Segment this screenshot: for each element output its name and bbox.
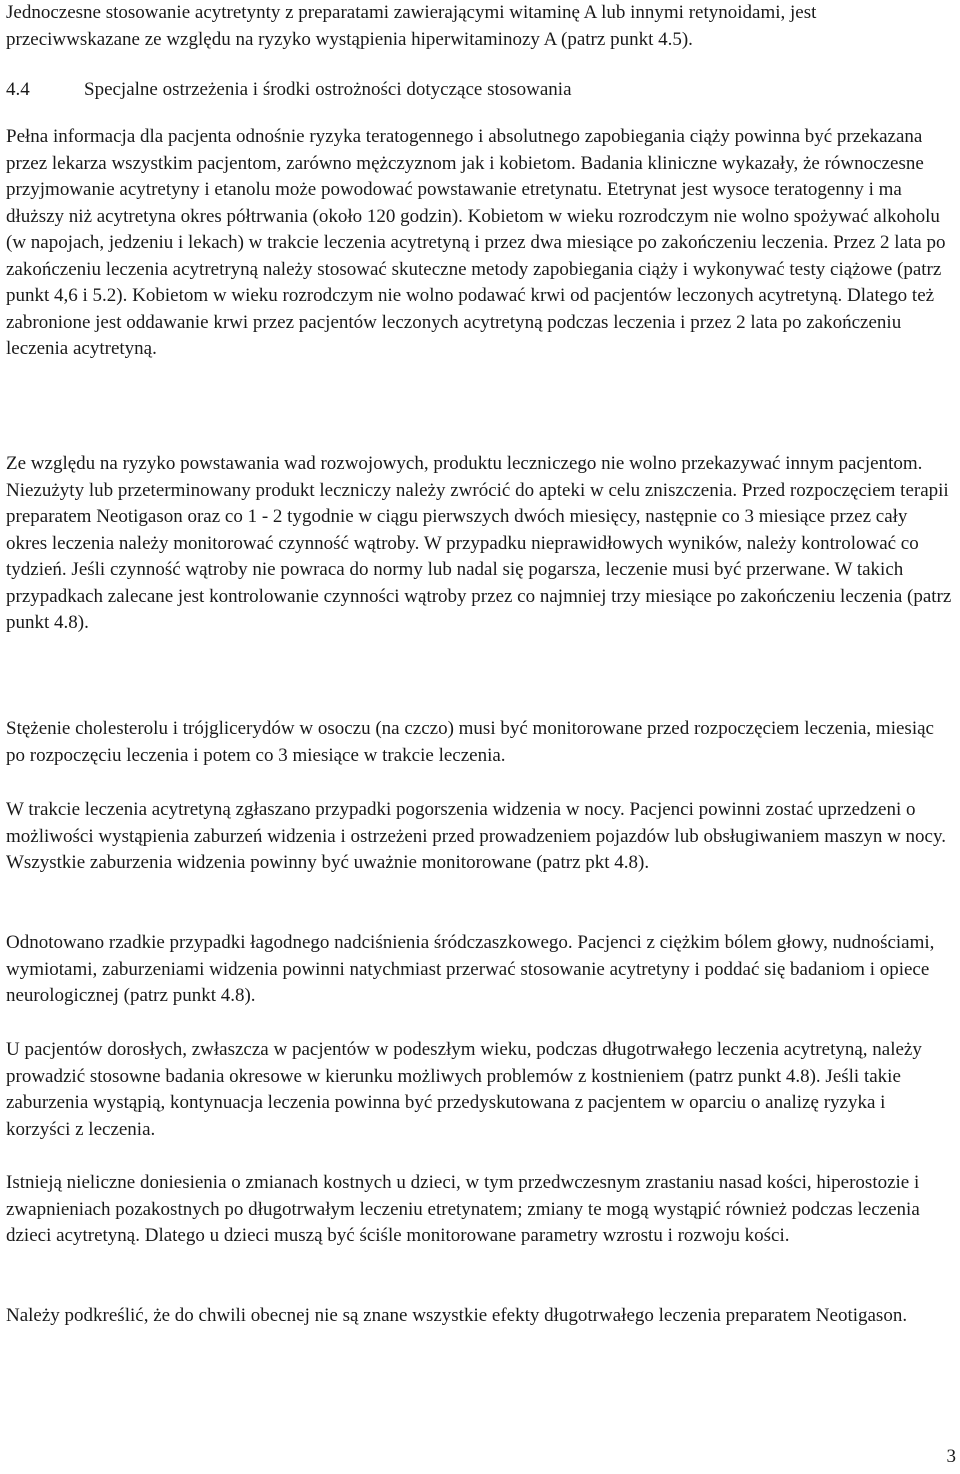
paragraph-night-vision: W trakcie leczenia acytretyną zgłaszano przypadki pogorszenia widzenia w nocy. Pacjenci powinni zostać uprzedzeni o możliwości wystąpienia zaburzeń widzenia i ostrzeżeni przed prowadzeniem pojazdów lub obsługiwaniem maszyn w nocy. Wszystkie zaburzenia widzenia powinny być uważnie monitorowane (patrz pkt 4.8). <box>6 799 947 873</box>
paragraph-intracranial-hypertension: Odnotowano rzadkie przypadki łagodnego nadciśnienia śródczaszkowego. Pacjenci z ciężkim bólem głowy, nudnościami, wymiotami, zaburzeniami widzenia powinni natychmiast przerwać stosowanie acytretyny i poddać się badaniom i opiece neurologicznej (patrz punkt 4.8). <box>6 932 935 1006</box>
paragraph-long-term-effects: Należy podkreślić, że do chwili obecnej nie są znane wszystkie efekty długotrwałego leczenia preparatem Neotigason. <box>6 1305 908 1326</box>
section-number: 4.4 <box>6 79 30 100</box>
paragraph-ossification: U pacjentów dorosłych, zwłaszcza w pacjentów w podeszłym wieku, podczas długotrwałego leczenia acytretyną, należy prowadzić stosowne badania okresowe w kierunku możliwych problemów z kostnieniem (patrz punkt 4.8). Jeśli takie zaburzenia wystąpią, kontynuacja leczenia powinna być przedyskutowana z pacjentem w oparciu o analizę ryzyka i korzyści z leczenia. <box>6 1039 922 1140</box>
paragraph-teratogenic-risk: Pełna informacja dla pacjenta odnośnie ryzyka teratogennego i absolutnego zapobiegania ciąży powinna być przekazana przez lekarza wszystkim pacjentom, zarówno mężczyznom jak i kobietom. Badania kliniczne wykazały, że równoczesne przyjmowanie acytretyny i etanolu może powodować powstawanie etretynatu. Etetrynat jest wysoce teratogenny i ma dłuższy niż acytretyna okres półtrwania (około 120 godzin). Kobietom w wieku rozrodczym nie wolno spożywać alkoholu (w napojach, jedzeniu i lekach) w trakcie leczenia acytretyną i przez dwa miesiące po zakończeniu leczenia. Przez 2 lata po zakończeniu leczenia acytretryną należy stosować skuteczne metody zapobiegania ciąży i wykonywać testy ciążowe (patrz punkt 4,6 i 5.2). Kobietom w wieku rozrodczym nie wolno podawać krwi od pacjentów leczonych acytretyną. Dlatego też zabronione jest oddawanie krwi przez pacjentów leczonych acytretyną podczas leczenia i przez 2 lata po zakończeniu leczenia acytretyną. <box>6 126 946 359</box>
section-title: Specjalne ostrzeżenia i środki ostrożności dotyczące stosowania <box>84 79 572 100</box>
section-heading <box>6 77 952 104</box>
paragraph-children-bones: Istnieją nieliczne doniesienia o zmianach kostnych u dzieci, w tym przedwczesnym zrastaniu nasad kości, hiperostozie i zwapnieniach pozakostnych po długotrwałym leczeniu etretynatem; zmiany te mogą wystąpić również podczas leczenia dzieci acytretyną. Dlatego u dzieci muszą być ściśle monitorowane parametry wzrostu i rozwoju kości. <box>6 1172 920 1246</box>
paragraph-liver-monitoring: Ze względu na ryzyko powstawania wad rozwojowych, produktu leczniczego nie wolno przekazywać innym pacjentom. Niezużyty lub przeterminowany produkt leczniczy należy zwrócić do apteki w celu zniszczenia. Przed rozpoczęciem terapii preparatem Neotigason oraz co 1 - 2 tygodnie w ciągu pierwszych dwóch miesięcy, następnie co 3 miesiące przez cały okres leczenia należy monitorować czynność wątroby. W przypadku nieprawidłowych wyników, należy kontrolować co tydzień. Jeśli czynność wątroby nie powraca do normy lub nadal się pogarsza, leczenie musi być przerwane. W takich przypadkach zalecane jest kontrolowanie czynności wątroby przez co najmniej trzy miesiące po zakończeniu leczenia (patrz punkt 4.8). <box>6 453 952 633</box>
page-number: 3 <box>946 1446 956 1467</box>
intro-paragraph: Jednoczesne stosowanie acytretynty z preparatami zawierającymi witaminę A lub innymi retynoidami, jest przeciwwskazane ze względu na ryzyko wystąpienia hiperwitaminozy A (patrz punkt 4.5). <box>6 2 817 50</box>
paragraph-cholesterol: Stężenie cholesterolu i trójglicerydów w osoczu (na czczo) musi być monitorowane przed rozpoczęciem leczenia, miesiąc po rozpoczęciu leczenia i potem co 3 miesiące w trakcie leczenia. <box>6 718 934 766</box>
